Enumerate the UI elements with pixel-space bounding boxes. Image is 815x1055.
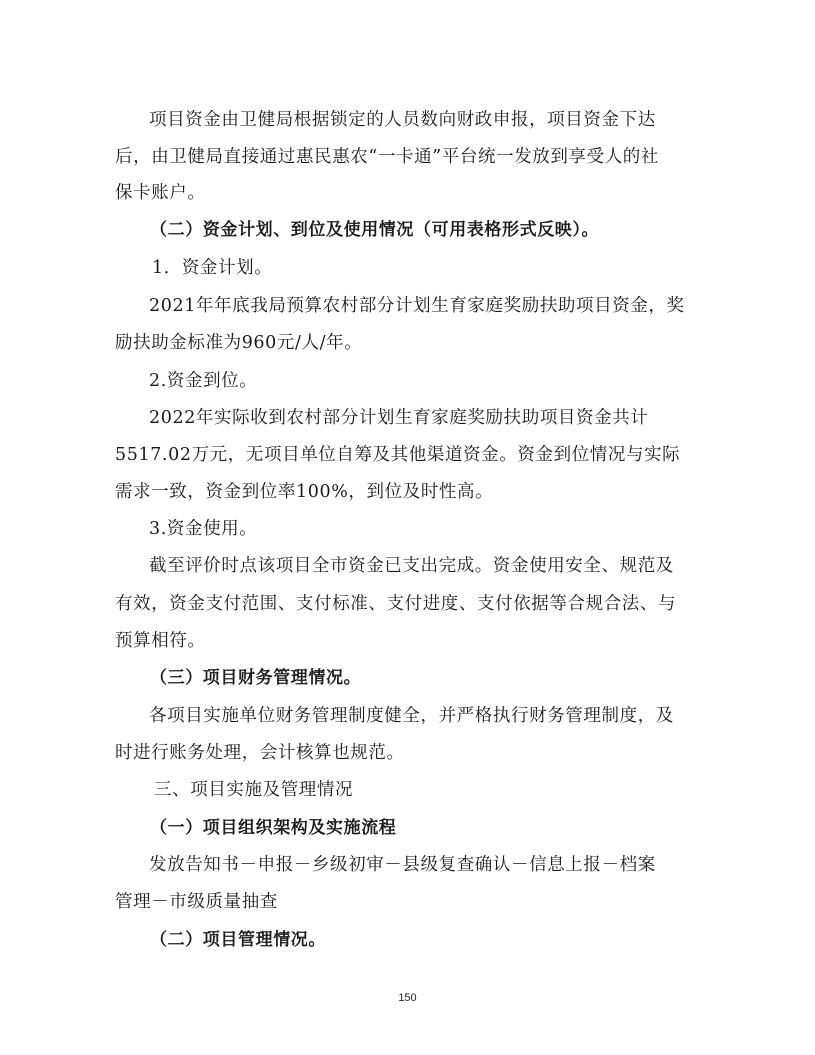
paragraph-line: 5517.02万元，无项目单位自筹及其他渠道资金。资金到位情况与实际	[115, 445, 681, 465]
section-heading: （一）项目组织架构及实施流程	[150, 818, 397, 838]
paragraph-line: 发放告知书－申报－乡级初审－县级复查确认－信息上报－档案	[149, 855, 656, 875]
chapter-heading: 三、项目实施及管理情况	[154, 780, 354, 800]
subsection-title: 3.资金使用。	[149, 519, 258, 539]
page-number: 150	[398, 992, 417, 1004]
paragraph-line: 2022年实际收到农村部分计划生育家庭奖励扶助项目资金共计	[149, 408, 649, 428]
subsection-title: 2.资金到位。	[149, 371, 258, 391]
paragraph-line: 管理－市级质量抽查	[115, 892, 278, 912]
section-heading: （二）资金计划、到位及使用情况（可用表格形式反映）。	[150, 220, 600, 240]
paragraph-line: 各项目实施单位财务管理制度健全，并严格执行财务管理制度，及	[149, 706, 674, 726]
paragraph-line: 预算相符。	[115, 631, 206, 651]
paragraph-line: 2021年年底我局预算农村部分计划生育家庭奖励扶助项目资金，奖	[149, 296, 685, 316]
paragraph-line: 项目资金由卫健局根据锁定的人员数向财政申报，项目资金下达	[149, 110, 656, 130]
section-heading: （二）项目管理情况。	[150, 930, 326, 950]
paragraph-line: 截至评价时点该项目全市资金已支出完成。资金使用安全、规范及	[149, 556, 674, 576]
paragraph-line: 励扶助金标准为960元/人/年。	[115, 333, 363, 353]
subsection-title: 1．资金计划。	[152, 258, 273, 278]
paragraph-line: 需求一致，资金到位率100%，到位及时性高。	[115, 482, 494, 502]
paragraph-line: 时进行账务处理，会计核算也规范。	[115, 743, 405, 763]
paragraph-line: 有效，资金支付范围、支付标准、支付进度、支付依据等合规合法、与	[115, 594, 677, 614]
paragraph-line: 保卡账户。	[115, 183, 206, 203]
paragraph-line: 后，由卫健局直接通过惠民惠农“一卡通”平台统一发放到享受人的社	[115, 147, 659, 167]
section-heading: （三）项目财务管理情况。	[150, 668, 362, 688]
